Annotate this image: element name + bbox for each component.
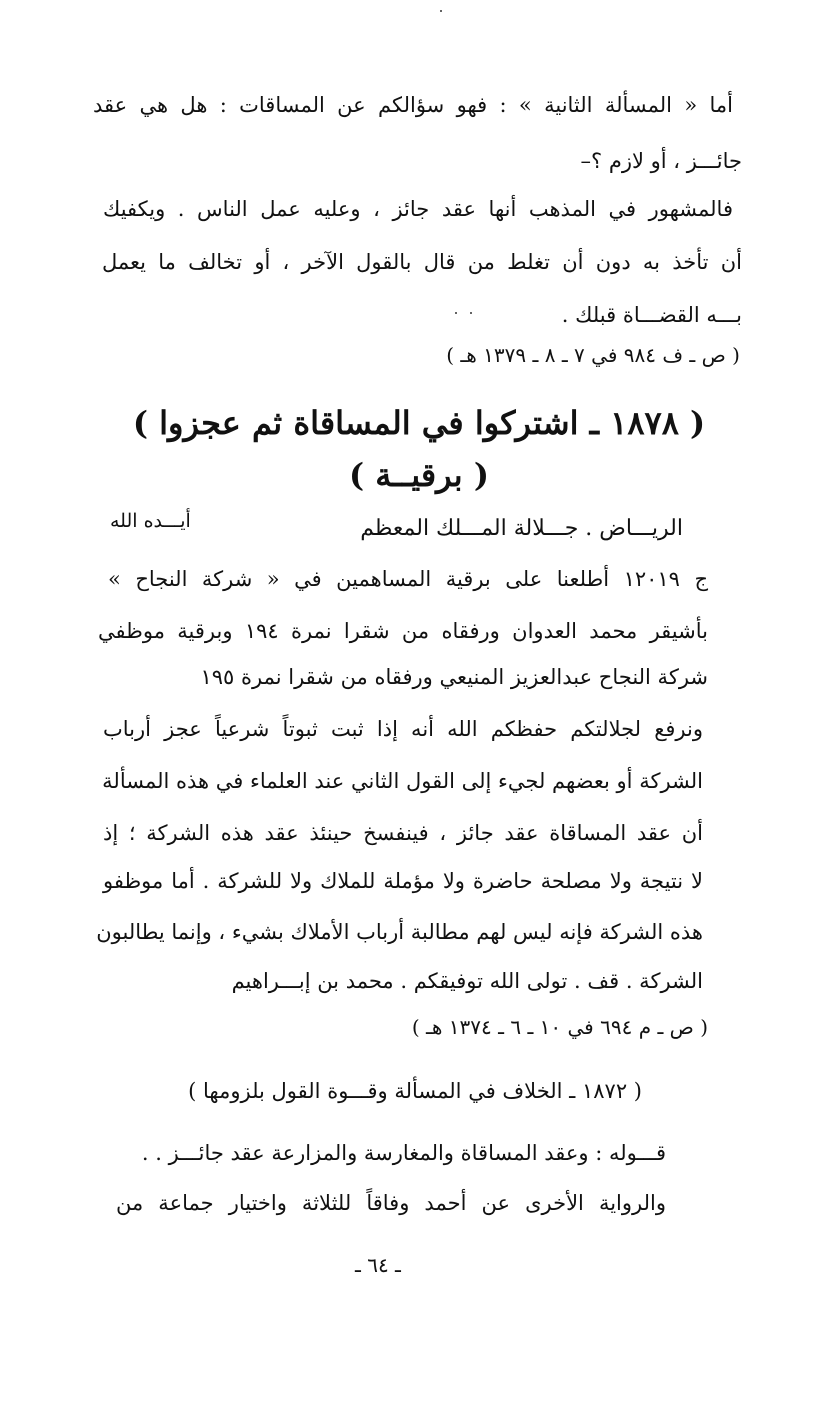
blessing: أيـــده الله [110, 510, 191, 532]
body-text-line: شركة النجاح عبدالعزيز المنيعي ورفقاه من شقرا نمرة ١٩٥ [200, 665, 708, 689]
body-text-line: لا نتيجة ولا مصلحة حاضرة ولا مؤملة للملاك ولا للشركة . أما موظفو [103, 869, 703, 893]
body-text-line: ونرفع لجلالتكم حفظكم الله أنه إذا ثبت ثبوتاً شرعياً عجز أرباب [103, 717, 703, 741]
body-text-line: أن تأخذ به دون أن تغلط من قال بالقول الآخر ، أو تخالف ما يعمل [102, 250, 742, 274]
body-text-line: الشركة أو بعضهم لجيء إلى القول الثاني عند العلماء في هذه المسألة [102, 769, 703, 793]
body-text-line: بـــه القضـــاة قبلك . [561, 303, 742, 327]
body-text-line: أما « المسألة الثانية » : فهو سؤالكم عن المساقات : هل هي عقد [93, 93, 733, 117]
body-text-line: الشركة . قف . تولى الله توفيقكم . محمد بن إبـــراهيم [231, 969, 703, 993]
scan-speck [470, 312, 472, 314]
page-number: ـ ٦٤ ـ [355, 1253, 401, 1277]
body-text-line: ج ١٢٠١٩ أطلعنا على برقية المساهمين في « شركة النجاح » [108, 567, 709, 591]
body-text-line: والرواية الأخرى عن أحمد وفاقاً للثلاثة واختيار جماعة من [116, 1191, 666, 1215]
section-heading: ( ١٨٧٢ ـ الخلاف في المسألة وقـــوة القول بلزومها ) [188, 1079, 642, 1103]
addressee: الريـــاض . جـــلالة المـــلك المعظم [360, 516, 683, 541]
body-text-line: قـــوله : وعقد المساقاة والمغارسة والمزارعة عقد جائـــز . . [141, 1141, 666, 1165]
reference-note: ( ص ـ م ٦٩٤ في ١٠ ـ ٦ ـ ١٣٧٤ هـ ) [411, 1015, 708, 1039]
body-text-line: فالمشهور في المذهب أنها عقد جائز ، وعليه عمل الناس . ويكفيك [103, 197, 733, 221]
reference-note: ( ص ـ ف ٩٨٤ في ٧ ـ ٨ ـ ١٣٧٩ هـ ) [446, 343, 740, 367]
section-subheading: ( برقيــة ) [349, 456, 489, 494]
body-text-line: هذه الشركة فإنه ليس لهم مطالبة أرباب الأملاك بشيء ، وإنما يطالبون [96, 920, 703, 944]
scan-speck [455, 312, 457, 314]
body-text-line: بأشيقر محمد العدوان ورفقاه من شقرا نمرة ١٩٤ وبرقية موظفي [98, 619, 708, 643]
body-text-line: أن عقد المساقاة عقد جائز ، فينفسخ حينئذ عقد هذه الشركة ؛ إذ [103, 821, 703, 845]
body-text-line: جائـــز ، أو لازم ؟– [580, 149, 742, 173]
section-heading: ( ١٨٧٨ ـ اشتركوا في المساقاة ثم عجزوا ) [132, 404, 706, 442]
scan-speck [440, 10, 442, 12]
